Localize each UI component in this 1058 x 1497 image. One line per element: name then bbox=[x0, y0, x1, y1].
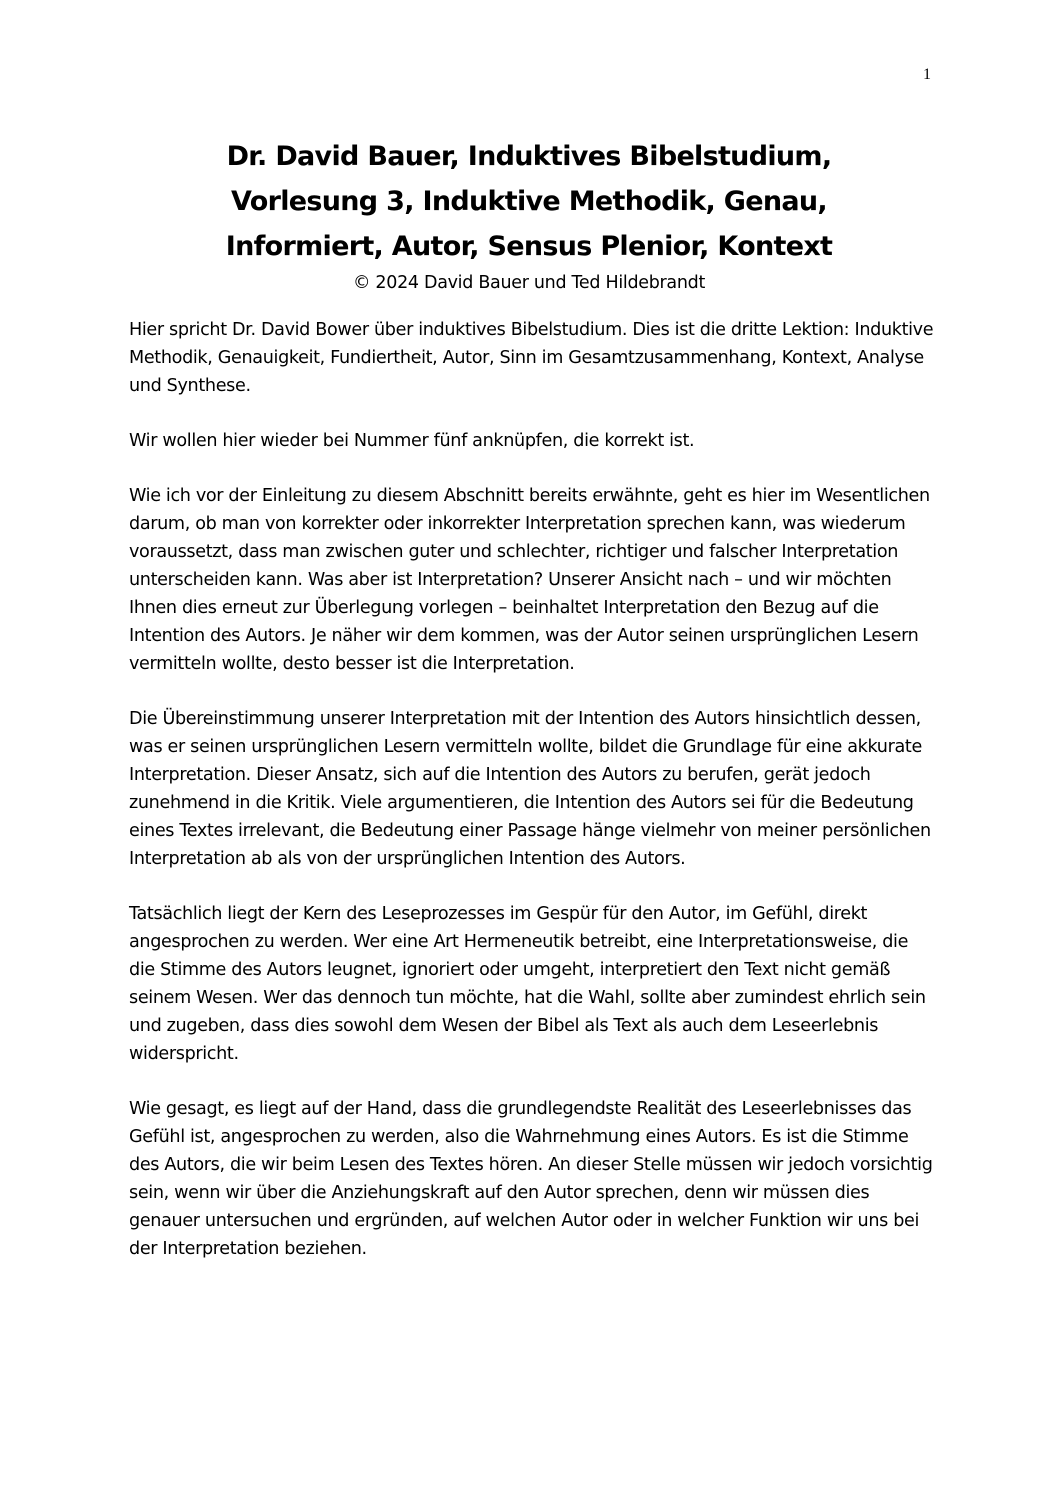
title-line: Dr. David Bauer, Induktives Bibelstudium, bbox=[226, 141, 832, 172]
body-text bbox=[129, 316, 939, 1290]
document-title bbox=[129, 134, 929, 269]
paragraph: Die Übereinstimmung unserer Interpretation mit der Intention des Autors hinsichtlich dessen, was er seinen ursprünglichen Lesern vermitteln wollte, bildet die Grundlage für eine akkurate Interpretation. Dieser Ansatz, sich auf die Intention des Autors zu berufen, gerät jedoch zunehmend in die Kritik. Viele argumentieren, die Intention des Autors sei für die Bedeutung eines Textes irrelevant, die Bedeutung einer Passage hänge vielmehr von meiner persönlichen Interpretation ab als von der ursprünglichen Intention des Autors. bbox=[129, 709, 931, 869]
paragraph: Tatsächlich liegt der Kern des Leseprozesses im Gespür für den Autor, im Gefühl, direkt angesprochen zu werden. Wer eine Art Hermeneutik betreibt, eine Interpretationsweise, die die Stimme des Autors leugnet, ignoriert oder umgeht, interpretiert den Text nicht gemäß seinem Wesen. Wer das dennoch tun möchte, hat die Wahl, sollte aber zumindest ehrlich sein und zugeben, dass dies sowohl dem Wesen der Bibel als Text als auch dem Leseerlebnis widerspricht. bbox=[129, 904, 926, 1064]
paragraph: Wie ich vor der Einleitung zu diesem Abschnitt bereits erwähnte, geht es hier im Wesentlichen darum, ob man von korrekter oder inkorrekter Interpretation sprechen kann, was wiederum voraussetzt, dass man zwischen guter und schlechter, richtiger und falscher Interpretation unterscheiden kann. Was aber ist Interpretation? Unserer Ansicht nach – und wir möchten Ihnen dies erneut zur Überlegung vorlegen – beinhaltet Interpretation den Bezug auf die Intention des Autors. Je näher wir dem kommen, was der Autor seinen ursprünglichen Lesern vermitteln wollte, desto besser ist die Interpretation. bbox=[129, 486, 930, 674]
title-line: Vorlesung 3, Induktive Methodik, Genau, bbox=[231, 186, 827, 217]
title-line: Informiert, Autor, Sensus Plenior, Kontext bbox=[225, 231, 833, 262]
paragraph: Wie gesagt, es liegt auf der Hand, dass die grundlegendste Realität des Leseerlebnisses das Gefühl ist, angesprochen zu werden, also die Wahrnehmung eines Autors. Es ist die Stimme des Autors, die wir beim Lesen des Textes hören. An dieser Stelle müssen wir jedoch vorsichtig sein, wenn wir über die Anziehungskraft auf den Autor sprechen, denn wir müssen dies genauer untersuchen und ergründen, auf welchen Autor oder in welcher Funktion wir uns bei der Interpretation beziehen. bbox=[129, 1099, 933, 1259]
page-number: 1 bbox=[923, 66, 931, 83]
title-block bbox=[129, 134, 929, 297]
copyright-notice: © 2024 David Bauer und Ted Hildebrandt bbox=[352, 273, 706, 293]
paragraph: Hier spricht Dr. David Bower über induktives Bibelstudium. Dies ist die dritte Lektion: Induktive Methodik, Genauigkeit, Fundiertheit, Autor, Sinn im Gesamtzusammenhang, Kontext, Analyse und Synthese. bbox=[129, 320, 934, 396]
paragraph: Wir wollen hier wieder bei Nummer fünf anknüpfen, die korrekt ist. bbox=[129, 431, 695, 451]
